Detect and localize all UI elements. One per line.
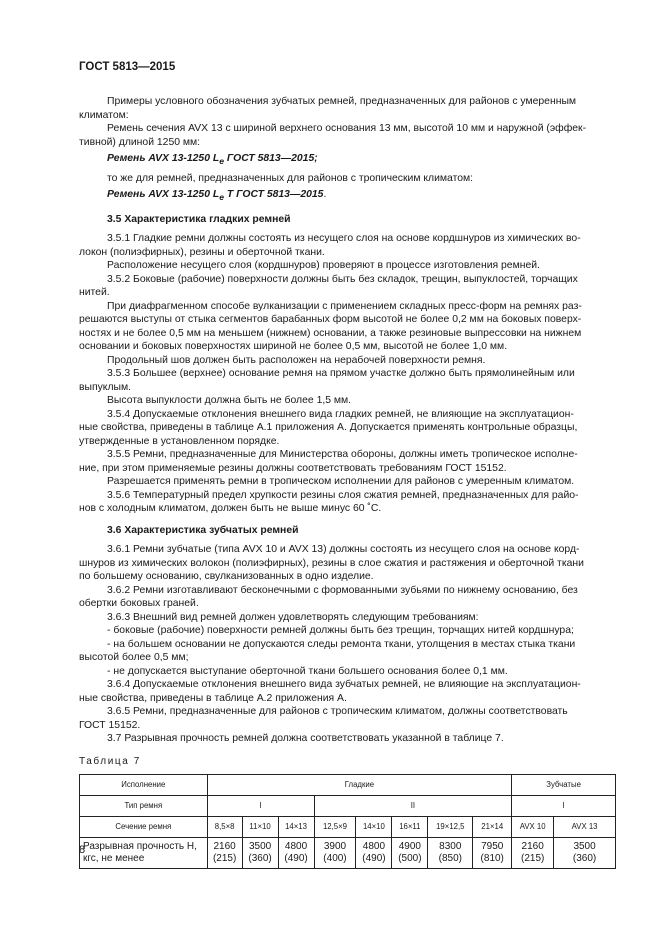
header-cell: Гладкие	[207, 775, 512, 796]
paragraph: нов с холодным климатом, должен быть не выше минус 60 ˚С.	[79, 503, 382, 515]
paragraph: климатом:	[79, 109, 129, 121]
paragraph: по большему основанию, свулканизованных в одно изделие.	[79, 571, 374, 583]
paragraph: локон (полиэфирных), резины и оберточной ткани.	[79, 246, 325, 258]
header-cell: I	[207, 796, 314, 817]
value-cell: 7950 (810)	[473, 838, 512, 869]
paragraph: 3.6.2 Ремни изготавливают бесконечными с формованными зубьями по нижнему основанию, без	[107, 584, 578, 596]
section-cell: 12,5×9	[314, 817, 356, 838]
section-cell: 14×10	[356, 817, 392, 838]
paragraph: решаются выступы от стыка сегментов барабанных форм высотой не более 0,2 мм на боковых поверх-	[79, 314, 582, 326]
value-cell: 2160 (215)	[207, 838, 242, 869]
paragraph: выпуклым.	[79, 381, 132, 393]
value-cell: 3900 (400)	[314, 838, 356, 869]
paragraph: При диафрагменном способе вулканизации с применением складных пресс-форм на ремнях раз-	[107, 300, 582, 312]
paragraph: то же для ремней, предназначенных для районов с тропическим климатом:	[107, 172, 474, 184]
paragraph: ные свойства, приведены в таблице А.2 приложения А.	[79, 692, 347, 704]
header-cell: Исполнение	[80, 775, 208, 796]
paragraph: ГОСТ 15152.	[79, 719, 141, 731]
paragraph: обертки боковых граней.	[79, 598, 199, 610]
paragraph: утвержденные в установленном порядке.	[79, 435, 280, 447]
paragraph: 3.5.6 Температурный предел хрупкости резины слоя сжатия ремней, предназначенных для райо-	[107, 489, 579, 501]
value-cell: 3500 (360)	[242, 838, 278, 869]
designation-example: Ремень AVX 13-1250 $L_e$ ГОСТ 5813—2015;	[107, 153, 318, 167]
paragraph: 3.5.3 Большее (верхнее) основание ремня на прямом участке должно быть прямолинейным или	[107, 368, 575, 380]
paragraph: 3.7 Разрывная прочность ремней должна соответствовать указанной в таблице 7.	[107, 733, 504, 745]
value-cell: 4800 (490)	[356, 838, 392, 869]
section-cell: 14×13	[278, 817, 314, 838]
paragraph: Высота выпуклости должна быть не более 1,5 мм.	[107, 395, 352, 407]
section-cell: AVX 13	[554, 817, 616, 838]
paragraph: 3.5.2 Боковые (рабочие) поверхности должны быть без складок, трещин, выпуклостей, торчащих	[107, 273, 578, 285]
section-cell: 19×12,5	[428, 817, 473, 838]
paragraph: 3.5.5 Ремни, предназначенные для Министерства обороны, должны иметь тропическое исполне-	[107, 449, 578, 461]
paragraph: ные свойства, приведены в таблице А.1 приложения А. Допускается применять контрольные образцы,	[79, 422, 578, 434]
paragraph: Расположение несущего слоя (кордшнуров) проверяют в процессе изготовления ремней.	[107, 260, 540, 272]
document-header: ГОСТ 5813—2015	[79, 61, 176, 73]
header-cell: I	[512, 796, 616, 817]
header-cell: Сечение ремня	[80, 817, 208, 838]
table-caption: Таблица 7	[79, 755, 141, 767]
value-cell: 3500 (360)	[554, 838, 616, 869]
strength-table	[79, 774, 616, 869]
paragraph: основании и боковых поверхностях шириной не более 0,5 мм, высотой не более 1,0 мм.	[79, 341, 508, 353]
paragraph: ностях и не более 0,5 мм на меньшем (нижнем) основании, а также резиновые выпрессовки на нижнем	[79, 327, 582, 339]
paragraph: Разрешается применять ремни в тропическом исполнении для районов с умеренным климатом.	[107, 476, 575, 488]
section-cell: 8,5×8	[207, 817, 242, 838]
header-cell: Тип ремня	[80, 796, 208, 817]
paragraph: Примеры условного обозначения зубчатых ремней, предназначенных для районов с умеренным	[107, 96, 577, 107]
value-cell: 4900 (500)	[392, 838, 428, 869]
section-heading: 3.6 Характеристика зубчатых ремней	[107, 524, 299, 536]
document-body	[79, 95, 616, 869]
paragraph: 3.6.1 Ремни зубчатые (типа AVX 10 и AVX 13) должны состоять из несущего слоя на основе корд-	[107, 544, 580, 556]
paragraph: 3.6.3 Внешний вид ремней должен удовлетворять следующим требованиям:	[107, 611, 479, 623]
header-cell: Зубчатые	[512, 775, 616, 796]
page-number: 8	[79, 844, 86, 856]
list-item: - боковые (рабочие) поверхности ремней должны быть без трещин, торчащих нитей кордшнура;	[107, 625, 574, 637]
paragraph: шнуров из химических волокон (полиэфирных), резины в слое сжатия и растяжения и оберточной ткани	[79, 557, 584, 569]
paragraph: ние, при этом применяемые резины должны соответствовать требованиям ГОСТ 15152.	[79, 462, 507, 474]
table-row	[80, 838, 616, 869]
paragraph: 3.6.5 Ремни, предназначенные для районов с тропическим климатом, должны соответствовать	[107, 706, 568, 718]
paragraph: 3.5.1 Гладкие ремни должны состоять из несущего слоя на основе кордшнуров из химических во-	[107, 233, 581, 245]
designation-example: Ремень AVX 13-1250 $L_e$ Т ГОСТ 5813—2015.	[107, 189, 327, 203]
list-item: - на большем основании не допускаются следы ремонта ткани, утолщения в местах стыка ткани	[107, 638, 576, 650]
paragraph: Продольный шов должен быть расположен на нерабочей поверхности ремня.	[107, 354, 486, 366]
value-cell: 2160 (215)	[512, 838, 554, 869]
section-cell: 16×11	[392, 817, 428, 838]
paragraph: тивной) длиной 1250 мм:	[79, 136, 201, 148]
list-item: высотой более 0,5 мм;	[79, 652, 189, 664]
header-cell: II	[314, 796, 512, 817]
section-cell: AVX 10	[512, 817, 554, 838]
paragraph: Ремень сечения AVX 13 с шириной верхнего основания 13 мм, высотой 10 мм и наружной (эффек-	[107, 123, 587, 134]
section-cell: 21×14	[473, 817, 512, 838]
paragraph: нитей.	[79, 287, 110, 299]
list-item: - не допускается выступание оберточной ткани большего основания более 0,1 мм.	[107, 665, 508, 677]
paragraph: 3.6.4 Допускаемые отклонения внешнего вида зубчатых ремней, не влияющие на эксплуатацион-	[107, 679, 581, 691]
paragraph: 3.5.4 Допускаемые отклонения внешнего вида гладких ремней, не влияющие на эксплуатацион-	[107, 408, 574, 420]
section-heading: 3.5 Характеристика гладких ремней	[107, 213, 291, 225]
section-cell: 11×10	[242, 817, 278, 838]
value-cell: 4800 (490)	[278, 838, 314, 869]
row-label: Разрывная прочность Н, кгс, не менее	[80, 838, 208, 869]
value-cell: 8300 (850)	[428, 838, 473, 869]
